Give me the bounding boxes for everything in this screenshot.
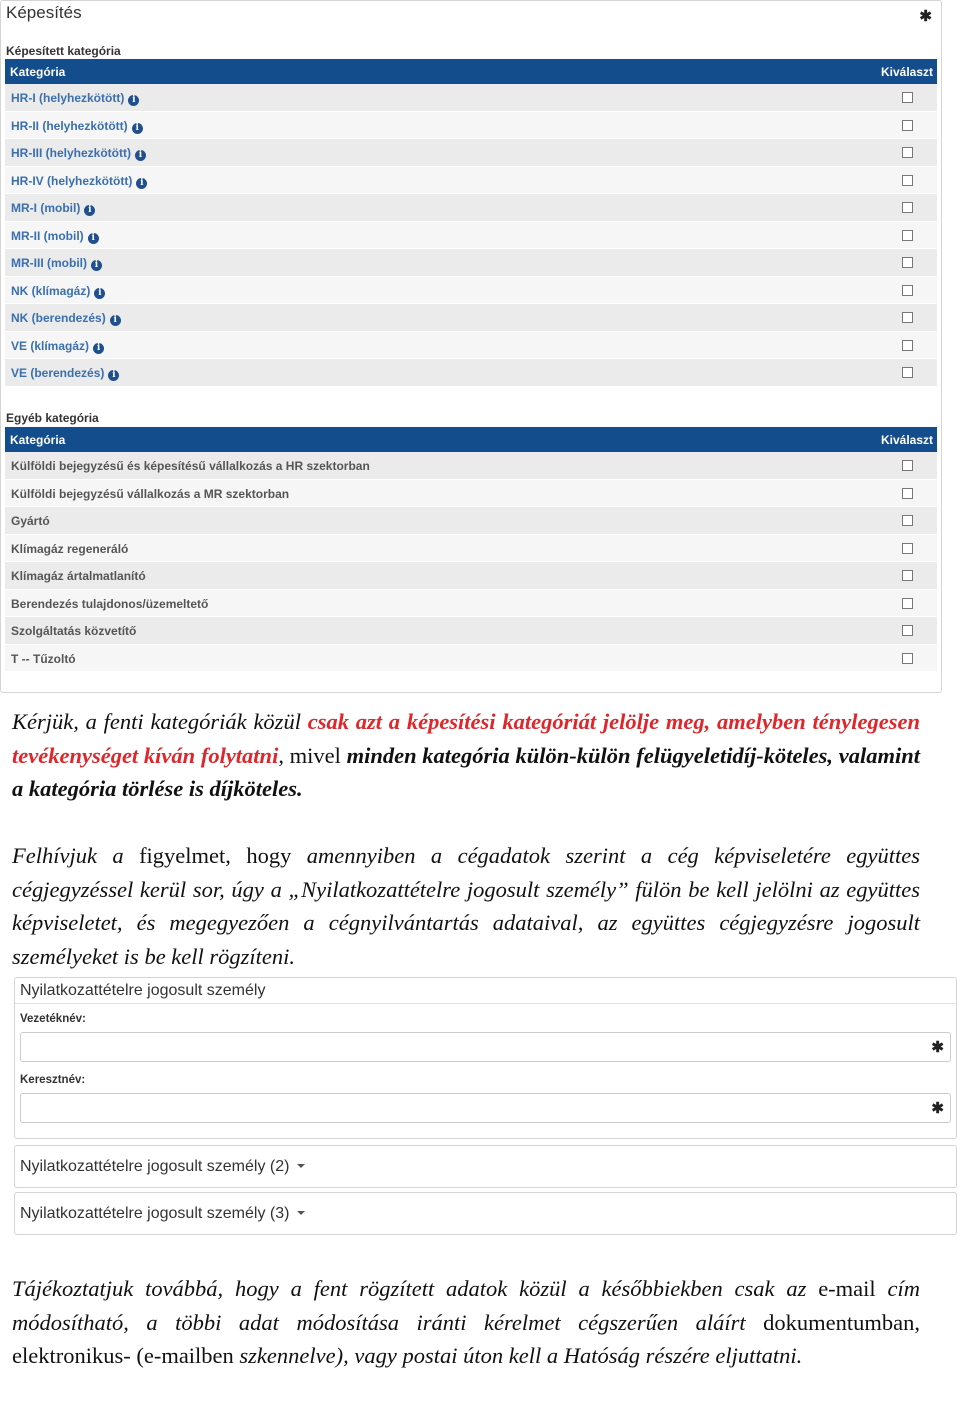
category-link[interactable]: NK (berendezés) i (11, 311, 121, 326)
table-row (5, 194, 937, 222)
table-row (5, 452, 937, 480)
last-name-input[interactable] (20, 1032, 951, 1062)
required-asterisk-icon: ✱ (931, 1100, 944, 1117)
info-icon[interactable]: i (110, 315, 121, 326)
column-header-select: Kiválaszt (880, 65, 933, 79)
first-name-input[interactable] (20, 1093, 951, 1123)
instruction-paragraph-3: Tájékoztatjuk továbbá, hogy a fent rögzített adatok közül a későbbiekben csak az e-mail cím módosítható, a többi adat módosítása iránti kérelmet cégszerűen aláírt dokumentumban, elektronikus- (e-mailben szkennelve), vagy postai úton kell a Hatóság részére eljuttatni. (12, 1276, 920, 1368)
category-label: T -- Tűzoltó (11, 651, 76, 666)
info-icon[interactable]: i (84, 205, 95, 216)
category-label: Berendezés tulajdonos/üzemeltető (11, 596, 209, 611)
column-header-category: Kategória (10, 65, 66, 79)
required-asterisk-icon: ✱ (931, 1039, 944, 1056)
select-checkbox[interactable] (902, 488, 913, 499)
category-label: Szolgáltatás közvetítő (11, 624, 137, 638)
info-icon[interactable]: i (135, 150, 146, 161)
info-icon[interactable]: i (128, 95, 139, 106)
panel-title: Nyilatkozattételre jogosult személy (20, 982, 266, 999)
category-link[interactable]: MR-II (mobil) i (11, 229, 99, 244)
table-row (5, 139, 937, 167)
instruction-paragraph-1: Kérjük, a fenti kategóriák közül csak azt a képesítési kategóriát jelölje meg, amelyben ténylegesen tevékenységet kíván folytatni, mivel minden kategória külön-külön felügyeletidíj-köteles, valamint a kategória törlése is díjköteles. (12, 709, 920, 801)
category-label: Klímagáz ártalmatlanító (11, 569, 146, 583)
certified-category-list (5, 84, 937, 387)
category-link[interactable]: NK (klímagáz) i (11, 284, 105, 299)
select-checkbox[interactable] (902, 312, 913, 323)
panel-title: Nyilatkozattételre jogosult személy (2) (20, 1158, 305, 1176)
info-icon[interactable]: i (91, 260, 102, 271)
other-table-header (5, 427, 937, 452)
select-checkbox[interactable] (902, 543, 913, 554)
select-checkbox[interactable] (902, 515, 913, 526)
info-icon[interactable]: i (108, 370, 119, 381)
select-checkbox[interactable] (902, 460, 913, 471)
info-icon[interactable]: i (88, 233, 99, 244)
select-checkbox[interactable] (902, 653, 913, 664)
category-link[interactable]: VE (klímagáz) i (11, 339, 104, 354)
category-link[interactable]: HR-III (helyhezkötött) i (11, 146, 146, 161)
table-row (5, 562, 937, 590)
select-checkbox[interactable] (902, 367, 913, 378)
caret-down-icon (297, 1211, 305, 1215)
required-asterisk-icon: ✱ (919, 8, 932, 25)
category-link[interactable]: HR-I (helyhezkötött) i (11, 91, 139, 106)
select-checkbox[interactable] (902, 92, 913, 103)
select-checkbox[interactable] (902, 230, 913, 241)
select-checkbox[interactable] (902, 257, 913, 268)
table-row (5, 590, 937, 618)
declarant-panel (14, 977, 957, 1139)
panel-title: Képesítés (6, 3, 82, 22)
table-row (5, 645, 937, 673)
category-link[interactable]: HR-IV (helyhezkötött) i (11, 174, 147, 189)
other-category-label: Egyéb kategória (6, 411, 99, 425)
declarant-panel-3[interactable] (14, 1192, 957, 1235)
info-icon[interactable]: i (132, 123, 143, 134)
divider (15, 1003, 956, 1004)
table-row (5, 507, 937, 535)
table-row (5, 84, 937, 112)
table-row (5, 249, 937, 277)
category-link[interactable]: VE (berendezés) i (11, 366, 119, 381)
category-link[interactable]: MR-I (mobil) i (11, 201, 95, 216)
table-row (5, 222, 937, 250)
info-icon[interactable]: i (136, 178, 147, 189)
column-header-category: Kategória (10, 433, 66, 447)
table-row (5, 617, 937, 645)
table-row (5, 332, 937, 360)
column-header-select: Kiválaszt (880, 433, 933, 447)
select-checkbox[interactable] (902, 625, 913, 636)
category-link[interactable]: HR-II (helyhezkötött) i (11, 119, 143, 134)
select-checkbox[interactable] (902, 147, 913, 158)
category-label: Gyártó (11, 514, 50, 528)
category-label: Klímagáz regeneráló (11, 541, 129, 556)
category-label: Külföldi bejegyzésű és képesítésű vállalkozás a HR szektorban (11, 459, 370, 473)
table-row (5, 535, 937, 563)
select-checkbox[interactable] (902, 598, 913, 609)
select-checkbox[interactable] (902, 340, 913, 351)
info-icon[interactable]: i (94, 288, 105, 299)
info-icon[interactable]: i (93, 343, 104, 354)
select-checkbox[interactable] (902, 202, 913, 213)
panel-title: Nyilatkozattételre jogosult személy (3) (20, 1205, 305, 1223)
select-checkbox[interactable] (902, 175, 913, 186)
table-row (5, 480, 937, 508)
table-row (5, 167, 937, 195)
other-category-list (5, 452, 937, 672)
table-row (5, 359, 937, 387)
first-name-label: Keresztnév: (20, 1074, 86, 1086)
caret-down-icon (297, 1164, 305, 1168)
select-checkbox[interactable] (902, 285, 913, 296)
table-row (5, 277, 937, 305)
category-link[interactable]: MR-III (mobil) i (11, 256, 102, 271)
qualification-panel (0, 0, 942, 693)
certified-table-header (5, 59, 937, 84)
select-checkbox[interactable] (902, 570, 913, 581)
table-row (5, 112, 937, 140)
table-row (5, 304, 937, 332)
select-checkbox[interactable] (902, 120, 913, 131)
last-name-label: Vezetéknév: (20, 1013, 86, 1025)
declarant-panel-2[interactable] (14, 1145, 957, 1188)
instruction-paragraph-2: Felhívjuk a figyelmet, hogy amennyiben a cégadatok szerint a cég képviseletére együttes cégjegyzéssel kerül sor, úgy a „Nyilatkozattételre jogosult személy” fülön be kell jelölni az együttes képviseletet, és megegyezően a cégnyilvántartás adataival, az együttes cégjegyzésre jogosult személyeket is be kell rögzíteni. (12, 843, 920, 969)
certified-category-label: Képesített kategória (6, 44, 121, 58)
category-label: Külföldi bejegyzésű vállalkozás a MR szektorban (11, 486, 290, 501)
